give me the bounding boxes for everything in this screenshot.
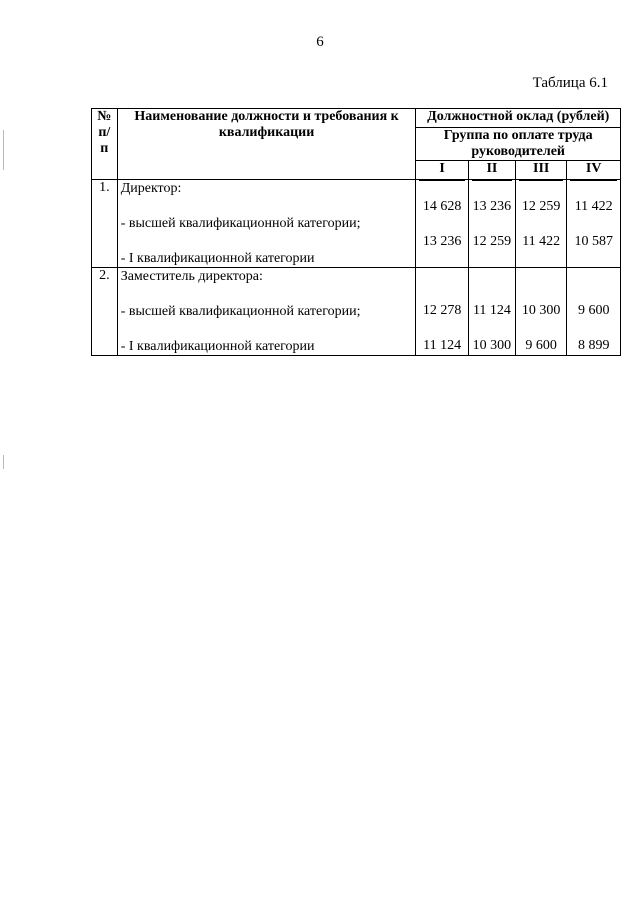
- table-row: [92, 268, 621, 356]
- salary-value: 12 278: [422, 303, 462, 318]
- position-title: Заместитель директора:: [120, 269, 263, 284]
- salary-cell-group-1: [416, 180, 468, 268]
- category-label: - I квалификационной категории: [120, 339, 315, 354]
- table-row: [92, 180, 621, 268]
- salary-value: 12 259: [521, 199, 561, 214]
- salary-value: 10 300: [521, 303, 561, 318]
- salary-value: 11 422: [574, 199, 613, 214]
- salary-value: 13 236: [422, 234, 462, 249]
- scan-edge-mark-bottom: [3, 455, 4, 469]
- row-position: [117, 268, 416, 356]
- scan-edge-mark-top: [3, 130, 4, 170]
- salary-value: 8 899: [577, 338, 610, 353]
- position-title: Директор:: [120, 181, 182, 196]
- salary-value: 11 124: [472, 303, 511, 318]
- salary-value: 10 587: [574, 234, 613, 249]
- salary-value: 11 124: [423, 338, 462, 353]
- category-label: - I квалификационной категории: [120, 251, 315, 266]
- header-group-3: III: [515, 161, 566, 180]
- salary-table: [91, 108, 621, 356]
- header-name: Наименование должности и требования к квалификации: [117, 109, 416, 180]
- category-label: - высшей квалификационной категории;: [120, 304, 361, 319]
- row-number: 2.: [92, 268, 118, 356]
- row-position: [117, 180, 416, 268]
- header-group-2: II: [468, 161, 515, 180]
- header-no: № п/п: [92, 109, 118, 180]
- category-label: - высшей квалификационной категории;: [120, 216, 361, 231]
- salary-value: 12 259: [472, 234, 512, 249]
- header-row: [92, 109, 621, 128]
- header-group: Группа по оплате труда руководителей: [416, 127, 621, 161]
- salary-value: 11 422: [522, 234, 561, 249]
- page-number: 6: [316, 34, 324, 50]
- salary-cell-group-4: [567, 268, 621, 356]
- salary-value: 13 236: [472, 199, 512, 214]
- table-caption: Таблица 6.1: [532, 75, 608, 91]
- row-number: 1.: [92, 180, 118, 268]
- salary-cell-group-2: [468, 268, 515, 356]
- header-salary: Должностной оклад (рублей): [416, 109, 621, 128]
- salary-cell-group-4: [567, 180, 621, 268]
- header-group-4: IV: [567, 161, 621, 180]
- salary-cell-group-1: [416, 268, 468, 356]
- salary-value: 14 628: [422, 199, 462, 214]
- salary-cell-group-3: [515, 268, 566, 356]
- salary-cell-group-2: [468, 180, 515, 268]
- salary-value: 9 600: [525, 338, 557, 353]
- salary-value: 9 600: [577, 303, 610, 318]
- header-group-1: I: [416, 161, 468, 180]
- salary-value: 10 300: [472, 338, 512, 353]
- salary-cell-group-3: [515, 180, 566, 268]
